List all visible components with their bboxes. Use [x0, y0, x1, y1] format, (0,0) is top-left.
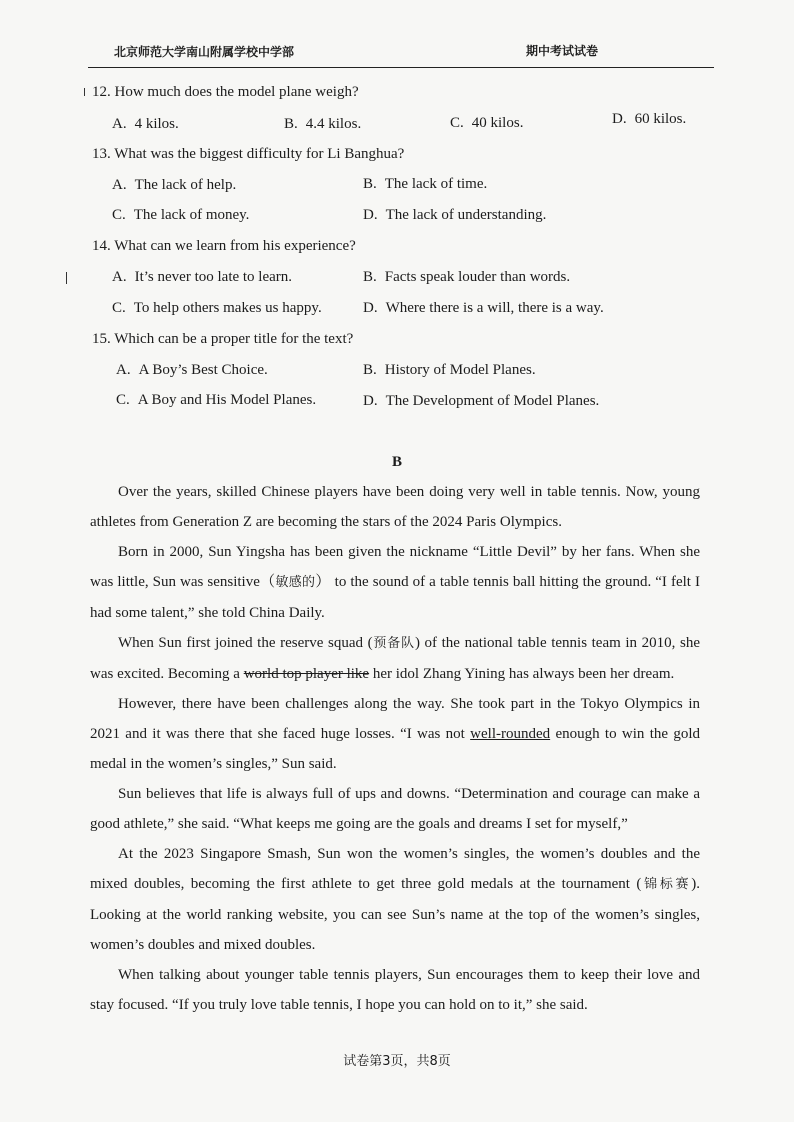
paragraph-3: [90, 628, 700, 689]
header-rule: [88, 67, 714, 68]
paragraph-1: Over the years, skilled Chinese players have been doing very well in table tennis. Now, young athletes from Generation Z are becoming the stars of the 2024 Paris Olympics.: [90, 484, 700, 530]
option-15-d: [363, 393, 599, 410]
page-footer: 试卷第3页，共8页: [343, 1054, 451, 1069]
question-number: 12.: [92, 84, 111, 100]
option-text: The Development of Model Planes.: [385, 393, 600, 409]
option-15-a: [116, 362, 268, 379]
option-letter: A.: [112, 269, 127, 285]
gloss-text: 锦标赛: [641, 877, 692, 892]
option-letter: A.: [112, 116, 127, 132]
paragraph-5: Sun believes that life is always full of ups and downs. “Determination and courage can make a good athlete,” she said. “What keeps me going are the goals and dreams I set for myself,”: [90, 786, 700, 832]
paragraph-text: Born in 2000, Sun Yingsha has been given the nickname “Little Devil” by her fans. When she was little, Sun was sensitive（: [90, 544, 700, 590]
option-15-c: [116, 392, 316, 409]
question-13: [92, 146, 404, 163]
option-12-a: [112, 116, 179, 133]
option-text: A Boy and His Model Planes.: [137, 392, 317, 408]
exam-title: 期中考试试卷: [526, 44, 599, 58]
question-text: Which can be a proper title for the text?: [114, 331, 354, 347]
question-14: [92, 238, 356, 255]
option-letter: A.: [116, 362, 131, 378]
option-letter: D.: [363, 300, 378, 316]
option-13-d: [363, 207, 546, 224]
option-text: It’s never too late to learn.: [134, 269, 293, 285]
paragraph-text: ） to the sound of a table tennis ball hitting the ground. “I felt I had some talent,” she told China Daily.: [90, 574, 700, 621]
option-letter: C.: [112, 300, 126, 316]
section-title: B: [391, 454, 402, 470]
option-14-a: [112, 269, 292, 286]
option-text: Where there is a will, there is a way.: [385, 300, 604, 316]
paragraph-text: However, there have been challenges along the way. She took part in the Tokyo Olympics in 2021 and it was there that she faced huge losses. “I was not: [90, 696, 700, 742]
option-text: The lack of understanding.: [385, 207, 547, 223]
option-text: 60 kilos.: [634, 111, 687, 127]
paragraph-7: When talking about younger table tennis players, Sun encourages them to keep their love and stay focused. “If you truly love table tennis, I hope you can hold on to it,” she said.: [90, 967, 700, 1013]
option-letter: D.: [612, 111, 627, 127]
option-15-b: [363, 362, 536, 379]
option-text: The lack of help.: [134, 177, 237, 193]
option-text: The lack of money.: [133, 207, 250, 223]
question-15: [92, 331, 353, 348]
option-letter: B.: [284, 116, 298, 132]
gloss-text: 预备队: [372, 636, 415, 651]
option-text: 40 kilos.: [471, 115, 524, 131]
option-12-d: [612, 111, 686, 128]
option-text: A Boy’s Best Choice.: [138, 362, 268, 378]
option-letter: A.: [112, 177, 127, 193]
paragraph-text: ). Looking at the world ranking website, you can see Sun’s name at the top of the women’s singles, women’s doubles and mixed doubles.: [90, 876, 700, 953]
option-text: The lack of time.: [384, 176, 488, 192]
school-name: 北京师范大学南山附属学校中学部: [114, 45, 295, 59]
option-letter: C.: [450, 115, 464, 131]
struck-text: world top player like: [243, 666, 370, 682]
page-header: [88, 40, 714, 64]
option-letter: B.: [363, 269, 377, 285]
underlined-word: well-rounded: [470, 726, 551, 742]
option-14-d: [363, 300, 604, 317]
paragraph-text: enough to win the gold medal in the women’s singles,” Sun said.: [90, 726, 700, 772]
option-letter: D.: [363, 207, 378, 223]
paragraph-text: When Sun first joined the reserve squad (: [118, 635, 373, 651]
option-letter: B.: [363, 176, 377, 192]
paragraph-2: [90, 537, 700, 628]
question-text: What can we learn from his experience?: [114, 238, 356, 254]
passage-b: [90, 477, 700, 1020]
question-number: 14.: [92, 238, 111, 254]
paragraph-6: [90, 839, 700, 960]
question-number: 15.: [92, 331, 111, 347]
option-text: 4 kilos.: [134, 116, 179, 132]
option-text: History of Model Planes.: [384, 362, 536, 378]
option-13-a: [112, 177, 236, 194]
margin-mark: [84, 88, 85, 96]
question-text: How much does the model plane weigh?: [114, 84, 359, 100]
paragraph-text: ) of the national table tennis team in 2010, she was excited. Becoming a: [90, 635, 700, 682]
option-text: To help others makes us happy.: [133, 300, 322, 316]
question-text: What was the biggest difficulty for Li Banghua?: [114, 146, 405, 162]
option-13-c: [112, 207, 249, 224]
question-number: 13.: [92, 146, 111, 162]
margin-mark: [66, 272, 67, 284]
paragraph-4: [90, 689, 700, 779]
option-text: Facts speak louder than words.: [384, 269, 571, 285]
option-14-b: [363, 269, 570, 286]
option-13-b: [363, 176, 487, 193]
option-14-c: [112, 300, 322, 317]
paragraph-text: her idol Zhang Yining has always been her dream.: [369, 666, 675, 682]
option-12-b: [284, 116, 361, 133]
option-letter: B.: [363, 362, 377, 378]
option-letter: C.: [116, 392, 130, 408]
gloss-text: 敏感的: [275, 575, 316, 590]
option-text: 4.4 kilos.: [305, 116, 362, 132]
question-12: [92, 84, 359, 101]
option-letter: D.: [363, 393, 378, 409]
option-12-c: [450, 115, 523, 132]
option-letter: C.: [112, 207, 126, 223]
paragraph-text: At the 2023 Singapore Smash, Sun won the women’s singles, the women’s doubles and the mixed doubles, becoming the first athlete to get three gold medals at the tournament (: [90, 846, 700, 892]
